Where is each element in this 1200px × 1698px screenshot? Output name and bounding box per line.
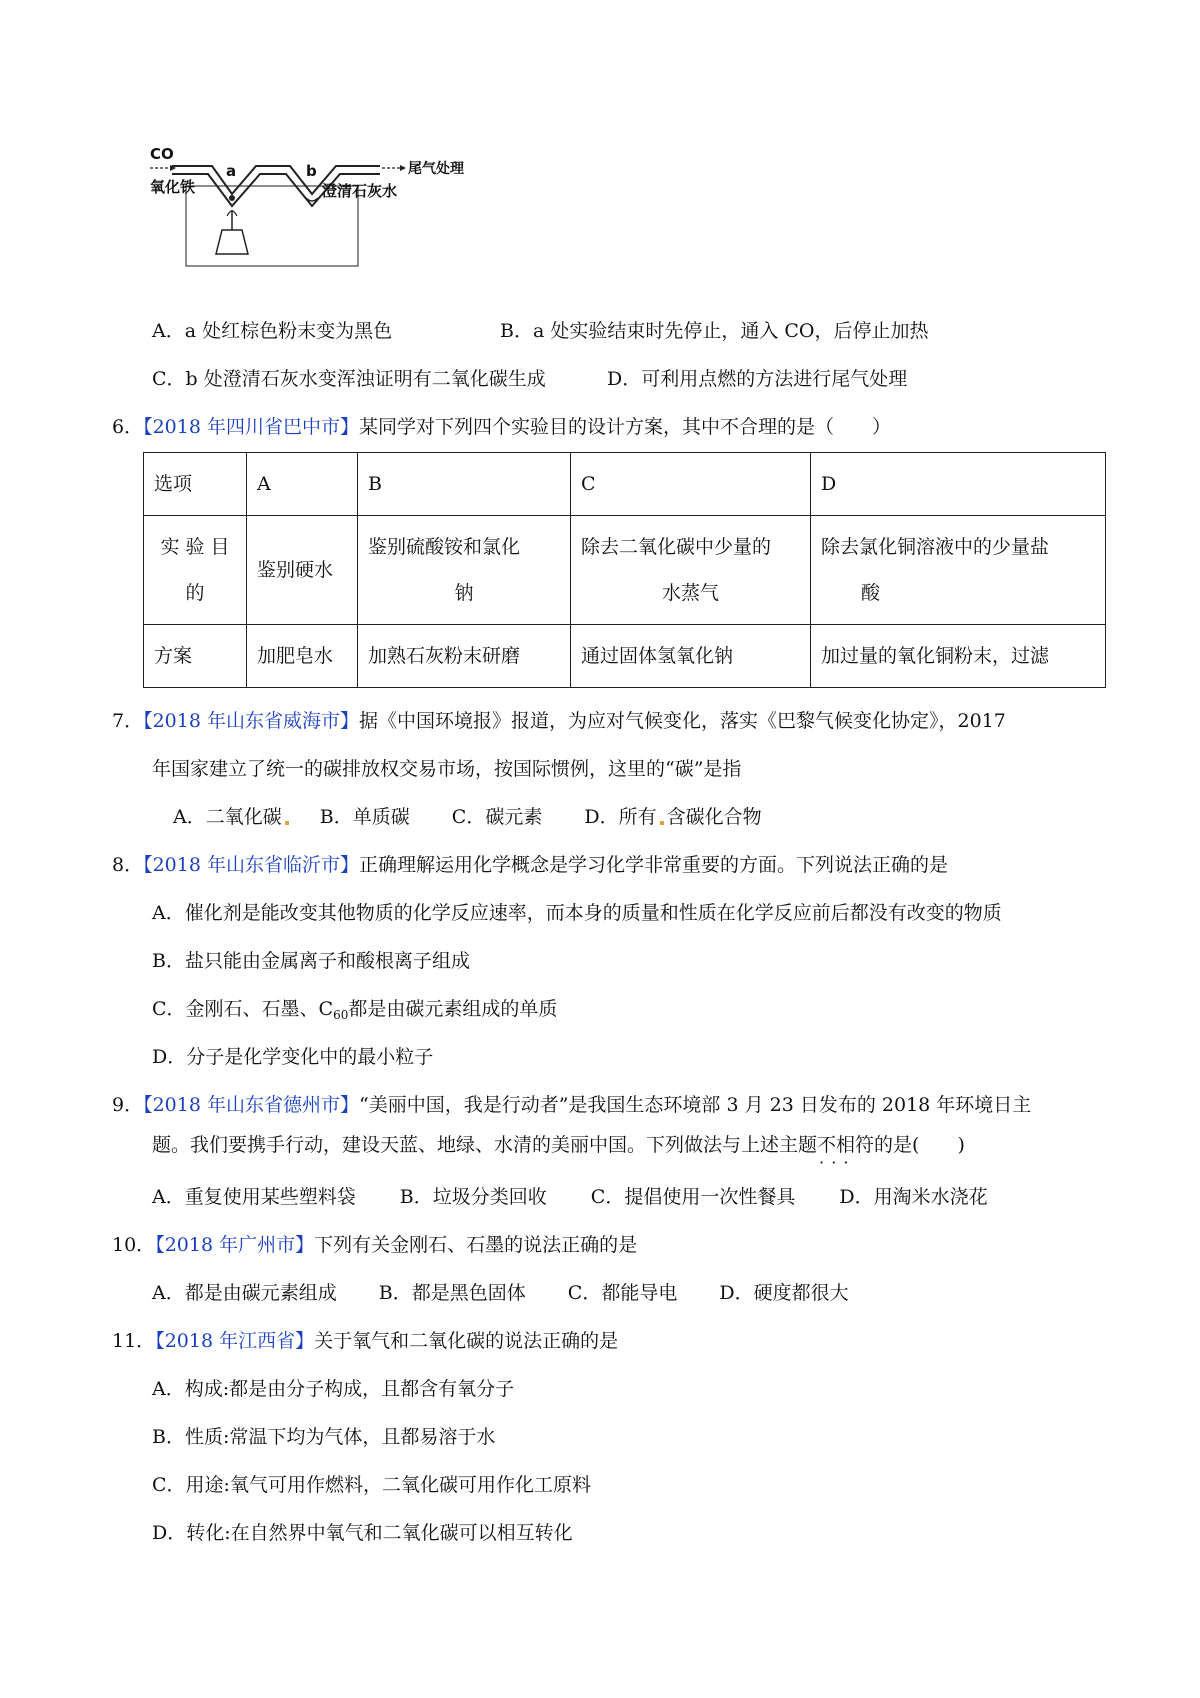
table-cell: 通过固体氢氧化钠 [571, 625, 811, 688]
q8-option-c-subscript: 60 [333, 1008, 349, 1022]
q7-option-a: A．二氧化碳 [173, 806, 282, 828]
table-cell-text: 的 [185, 582, 205, 604]
table-header-cell: B [358, 453, 571, 516]
table-cell: 加肥皂水 [247, 625, 358, 688]
question-source: 【2018 年广州市】 [155, 1234, 315, 1256]
diagram-label-b: b [306, 162, 317, 180]
q8-option-b: B．盐只能由金属离子和酸根离子组成 [152, 950, 470, 972]
stray-mark [660, 821, 664, 825]
table-cell-text: 水蒸气 [661, 582, 719, 604]
q8-stem-line [112, 852, 948, 878]
table-cell: 加过量的氧化铜粉末，过滤 [811, 625, 1106, 688]
table-header-cell: 选项 [144, 453, 247, 516]
question-source: 【2018 年山东省临沂市】 [143, 854, 359, 876]
table-cell-text: 鉴别硫酸铵和氯化 [368, 536, 521, 558]
question-stem: 的是( ) [874, 1134, 965, 1156]
q11-option-a: A．构成:都是由分子构成，且都含有氧分子 [152, 1378, 515, 1400]
table-header-cell: A [247, 453, 358, 516]
q5-option-b: B．a 处实验结束时先停止，通入 CO，后停止加热 [500, 320, 929, 342]
q7-stem-line-1 [112, 708, 1006, 734]
question-number: 9． [112, 1094, 144, 1116]
question-source: 【2018 年山东省德州市】 [143, 1094, 359, 1116]
question-source: 【2018 年江西省】 [155, 1330, 315, 1352]
table-cell [144, 516, 247, 625]
q11-option-c: C．用途:氧气可用作燃料，二氧化碳可用作化工原料 [152, 1474, 591, 1496]
apparatus-diagram [150, 145, 464, 268]
question-number: 6． [112, 416, 144, 438]
stray-mark [285, 821, 289, 825]
q7-option-c: C．碳元素 [451, 806, 543, 828]
table-cell-text: 酸 [861, 582, 881, 604]
q5-option-a: A．a 处红棕色粉末变为黑色 [152, 320, 393, 342]
q9-option-b: B．垃圾分类回收 [399, 1186, 547, 1208]
q8-option-a: A．催化剂是能改变其他物质的化学反应速率，而本身的质量和性质在化学反应前后都没有改变的物质 [152, 902, 1002, 924]
q10-option-b: B．都是黑色固体 [378, 1282, 526, 1304]
q8-option-d: D．分子是化学变化中的最小粒子 [152, 1046, 434, 1068]
table-cell [571, 516, 811, 625]
q7-stem-line-2: 年国家建立了统一的碳排放权交易市场，按国际惯例，这里的“碳”是指 [152, 758, 742, 780]
q6-stem-line [112, 414, 891, 440]
diagram-label-a: a [226, 162, 237, 180]
question-source: 【2018 年山东省威海市】 [143, 710, 359, 732]
question-stem: 关于氧气和二氧化碳的说法正确的是 [314, 1330, 619, 1352]
diagram-label-iron-oxide: 氧化铁 [150, 178, 196, 196]
table-row [144, 453, 1106, 516]
question-number: 7． [112, 710, 144, 732]
question-number: 10． [112, 1234, 156, 1256]
q5-option-c: C．b 处澄清石灰水变浑浊证明有二氧化碳生成 [152, 368, 546, 390]
q8-option-c [152, 996, 557, 1028]
q6-table [143, 452, 1106, 688]
table-cell [811, 516, 1106, 625]
q10-stem-line [112, 1232, 637, 1258]
table-cell-text: 除去氯化铜溶液中的少量盐 [821, 536, 1050, 558]
q11-option-d: D．转化:在自然界中氧气和二氧化碳可以相互转化 [152, 1522, 573, 1544]
question-number: 8． [112, 854, 144, 876]
table-cell-text: 实 验 目 [160, 536, 230, 558]
q11-stem-line [112, 1328, 618, 1354]
q9-stem-line-2 [152, 1132, 965, 1158]
q10-option-c: C．都能导电 [567, 1282, 678, 1304]
table-cell: 鉴别硬水 [247, 516, 358, 625]
diagram-label-limewater: 澄清石灰水 [322, 182, 398, 200]
table-header-cell: D [811, 453, 1106, 516]
question-stem: 正确理解运用化学概念是学习化学非常重要的方面。下列说法正确的是 [359, 854, 949, 876]
q8-option-c-part: 都是由碳元素组成的单质 [348, 998, 558, 1020]
table-cell-text: 除去二氧化碳中少量的 [581, 536, 772, 558]
table-row [144, 625, 1106, 688]
q9-option-d: D．用淘米水浇花 [839, 1186, 988, 1208]
q7-option-d-part: D．所有 [584, 806, 657, 828]
q5-option-d: D．可利用点燃的方法进行尾气处理 [607, 368, 908, 390]
question-stem: 下列有关金刚石、石墨的说法正确的是 [314, 1234, 638, 1256]
q10-options [152, 1280, 849, 1306]
table-header-cell: C [571, 453, 811, 516]
question-number: 11． [112, 1330, 156, 1352]
q7-option-d-part: 含碳化合物 [666, 806, 762, 828]
table-cell [358, 516, 571, 625]
q8-option-c-part: C．金刚石、石墨、C [152, 998, 334, 1020]
table-cell-text: 钠 [454, 582, 474, 604]
question-stem: 题。我们要携手行动，建设天蓝、地绿、水清的美丽中国。下列做法与上述主题 [152, 1134, 818, 1156]
table-row [144, 516, 1106, 625]
question-source: 【2018 年四川省巴中市】 [143, 416, 359, 438]
table-cell: 方案 [144, 625, 247, 688]
table-cell: 加熟石灰粉末研磨 [358, 625, 571, 688]
q9-option-a: A．重复使用某些塑料袋 [152, 1186, 356, 1208]
question-stem: “美丽中国，我是行动者”是我国生态环境部 3 月 23 日发布的 2018 年环境日主 [359, 1094, 1032, 1116]
q9-option-c: C．提倡使用一次性餐具 [590, 1186, 796, 1208]
question-stem: 据《中国环境报》报道，为应对气候变化，落实《巴黎气候变化协定》，2017 [359, 710, 1006, 732]
q10-option-a: A．都是由碳元素组成 [152, 1282, 337, 1304]
emphasis-text: 不相符 · · · [817, 1134, 874, 1156]
q10-option-d: D．硬度都很大 [719, 1282, 849, 1304]
diagram-label-tail: 尾气处理 [408, 161, 464, 177]
q7-option-b: B．单质碳 [319, 806, 410, 828]
q9-options [152, 1184, 988, 1210]
q7-option-d [584, 804, 761, 830]
diagram-label-co: CO [150, 145, 174, 163]
question-stem: 某同学对下列四个实验目的设计方案，其中不合理的是（ ） [359, 416, 892, 438]
q11-option-b: B．性质:常温下均为气体，且都易溶于水 [152, 1426, 496, 1448]
q9-stem-line-1 [112, 1092, 1031, 1118]
q7-options [173, 804, 762, 830]
